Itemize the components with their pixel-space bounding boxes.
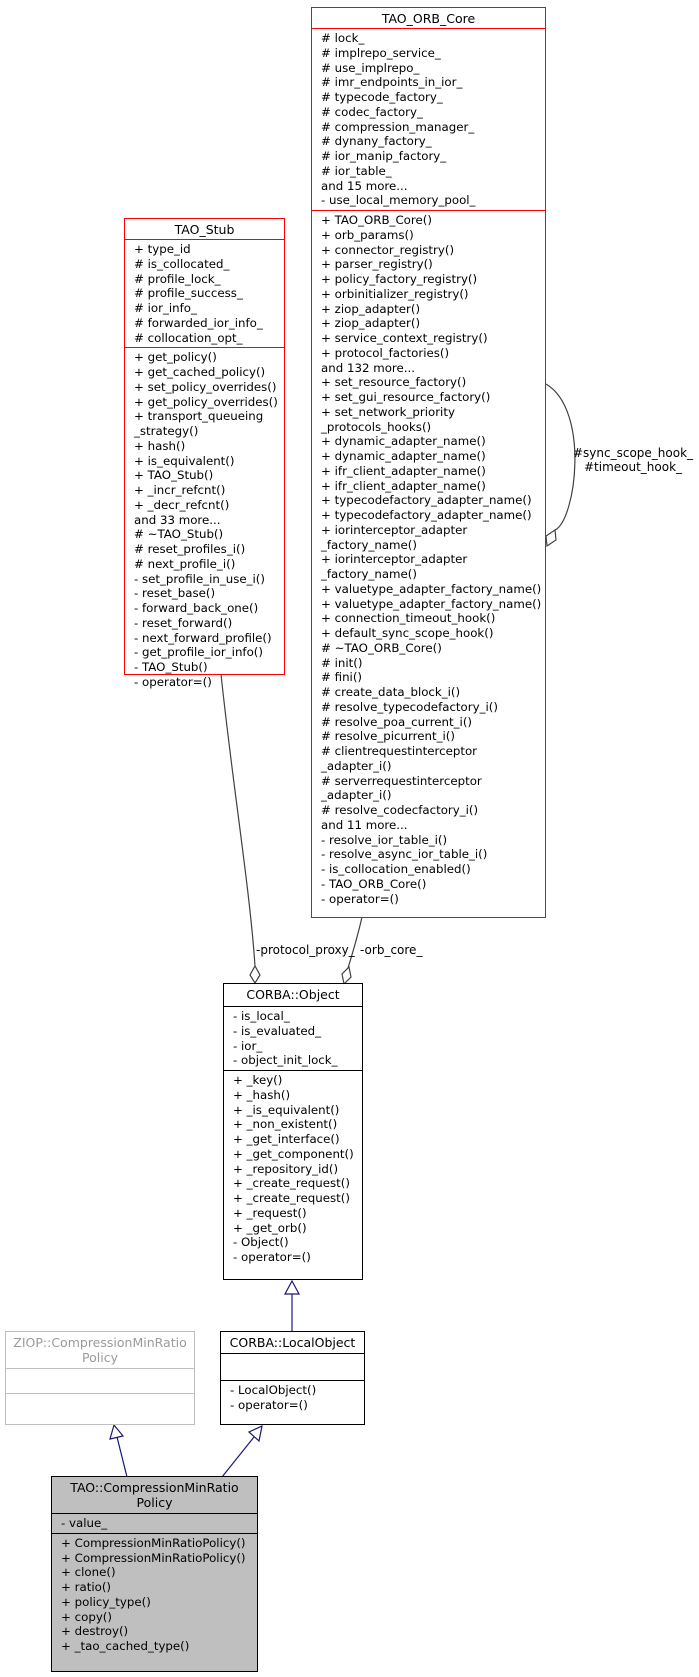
class-method: + typecodefactory_adapter_name() — [321, 508, 532, 522]
class-attribute: - ior_ — [233, 1038, 263, 1053]
class-method: # create_data_block_i() — [321, 685, 461, 699]
class-method: + get_policy() — [134, 350, 217, 365]
self-association-line — [546, 384, 575, 530]
class-box-ziop-compression-min-ratio-policy[interactable] — [5, 1331, 195, 1425]
class-method: + copy() — [61, 1609, 113, 1624]
class-attribute: # profile_lock_ — [134, 271, 221, 286]
class-attribute: - use_local_memory_pool_ — [321, 193, 476, 208]
class-method: + orb_params() — [321, 227, 414, 242]
class-attribute: # ior_manip_factory_ — [321, 149, 447, 163]
class-method: - is_collocation_enabled() — [321, 862, 471, 876]
class-box-tao-compression-min-ratio-policy[interactable] — [51, 1476, 258, 1672]
class-attribute: # forwarded_ior_info_ — [134, 315, 263, 330]
class-attribute: # collocation_opt_ — [134, 330, 243, 345]
class-box-corba-localobject[interactable] — [220, 1331, 365, 1425]
class-methods — [6, 1393, 194, 1416]
class-method: - TAO_Stub() — [134, 660, 208, 674]
class-method: - resolve_async_ior_table_i() — [321, 847, 488, 862]
class-attribute: # compression_manager_ — [321, 119, 475, 134]
class-attribute: # ior_info_ — [134, 301, 197, 315]
class-attribute: # dynany_factory_ — [321, 134, 432, 149]
class-method: + TAO_Stub() — [134, 468, 214, 483]
class-method: - TAO_ORB_Core() — [321, 876, 427, 891]
class-method: - reset_forward() — [134, 615, 233, 630]
class-method: + _get_interface() — [233, 1132, 340, 1146]
class-method-continued: _adapter_i() — [321, 788, 392, 803]
class-method: + transport_queueing — [134, 409, 264, 424]
class-method: # reset_profiles_i() — [134, 542, 246, 556]
class-method: + connection_timeout_hook() — [321, 611, 496, 626]
localobject-inherit-arrow — [285, 1281, 299, 1294]
class-method: + CompressionMinRatioPolicy() — [61, 1535, 246, 1550]
class-method: + set_resource_factory() — [321, 375, 467, 390]
class-attribute: # lock_ — [321, 31, 365, 45]
class-title: TAO_ORB_Core — [381, 11, 476, 26]
class-box-tao-orb-core[interactable] — [311, 7, 546, 918]
class-method: - forward_back_one() — [134, 601, 259, 615]
class-method: - set_profile_in_use_i() — [134, 571, 266, 586]
class-method: - operator=() — [134, 674, 212, 689]
class-method: + clone() — [61, 1565, 116, 1580]
class-method: + _decr_refcnt() — [134, 497, 230, 512]
ziop-inherit-line — [117, 1437, 127, 1477]
class-method: # ~TAO_Stub() — [134, 527, 224, 542]
class-method: + ziop_adapter() — [321, 316, 421, 331]
class-method: + _key() — [233, 1073, 283, 1087]
class-method: + set_policy_overrides() — [134, 379, 277, 394]
class-method-continued: _protocols_hooks() — [321, 419, 432, 434]
class-method: and 132 more... — [321, 360, 416, 375]
class-attributes — [125, 239, 284, 347]
class-attribute: and 15 more... — [321, 178, 408, 193]
class-method-continued: _factory_name() — [321, 537, 417, 552]
class-methods — [221, 1380, 364, 1415]
class-method: - operator=() — [233, 1250, 311, 1264]
class-attributes — [221, 1353, 364, 1380]
class-method: # resolve_picurrent_i() — [321, 729, 455, 744]
class-method: + _repository_id() — [233, 1161, 339, 1176]
class-method: # next_profile_i() — [134, 556, 236, 571]
class-method: + TAO_ORB_Core() — [321, 213, 432, 227]
class-methods — [312, 210, 545, 908]
class-method: + dynamic_adapter_name() — [321, 449, 486, 463]
class-method: + iorinterceptor_adapter — [321, 552, 468, 567]
class-attributes — [312, 28, 545, 210]
class-title: TAO_Stub — [174, 222, 235, 237]
class-method: + ratio() — [61, 1580, 112, 1594]
class-method: # resolve_poa_current_i() — [321, 714, 473, 729]
class-method: + _create_request() — [233, 1191, 350, 1205]
class-method: + _tao_cached_type() — [61, 1639, 190, 1653]
class-method: + policy_factory_registry() — [321, 272, 478, 286]
class-method: + _get_component() — [233, 1146, 354, 1161]
class-attribute: # imr_endpoints_in_ior_ — [321, 75, 463, 90]
class-attributes — [224, 1006, 362, 1070]
class-method: # resolve_typecodefactory_i() — [321, 699, 498, 714]
class-method: # init() — [321, 655, 363, 670]
class-method: + get_policy_overrides() — [134, 394, 278, 409]
class-attribute: # profile_success_ — [134, 286, 243, 301]
class-method: # resolve_codecfactory_i() — [321, 803, 479, 817]
class-attributes — [6, 1368, 194, 1393]
class-method: + set_network_priority — [321, 404, 455, 419]
class-method: - get_profile_ior_info() — [134, 645, 264, 660]
self-association-diamond — [546, 530, 556, 546]
class-method: + valuetype_adapter_factory_name() — [321, 596, 542, 611]
class-method: + get_cached_policy() — [134, 365, 266, 379]
edge-label-orb-core: -orb_core_ — [360, 943, 423, 957]
class-method: + hash() — [134, 438, 186, 453]
class-method: + ifr_client_adapter_name() — [321, 478, 486, 493]
edge-label-protocol-proxy: -protocol_proxy_ — [256, 943, 355, 957]
class-method: + ifr_client_adapter_name() — [321, 463, 486, 478]
class-method: + is_equivalent() — [134, 453, 235, 468]
class-attribute: - object_init_lock_ — [233, 1053, 338, 1068]
class-method: - Object() — [233, 1235, 289, 1250]
class-method: + _request() — [233, 1205, 307, 1220]
protocol-proxy-diamond — [250, 966, 260, 983]
class-method: + _is_equivalent() — [233, 1102, 340, 1117]
class-box-corba-object[interactable] — [223, 983, 363, 1280]
class-box-tao-stub[interactable] — [124, 218, 285, 689]
class-title: ZIOP::CompressionMinRatio Policy — [13, 1335, 187, 1365]
orb-core-diamond — [342, 967, 351, 984]
class-method: + _create_request() — [233, 1176, 350, 1191]
class-attribute: # codec_factory_ — [321, 104, 423, 119]
class-method: - LocalObject() — [230, 1383, 317, 1397]
local-inherit-line — [222, 1437, 254, 1477]
class-attribute: # implrepo_service_ — [321, 45, 441, 60]
class-title: CORBA::LocalObject — [229, 1335, 356, 1350]
class-method: + _get_orb() — [233, 1220, 307, 1235]
class-method: + service_context_registry() — [321, 331, 488, 345]
class-title: TAO::CompressionMinRatio Policy — [70, 1480, 239, 1510]
class-method: and 33 more... — [134, 512, 221, 527]
class-method: - operator=() — [230, 1397, 308, 1412]
class-method: + orbinitializer_registry() — [321, 286, 469, 301]
class-method: + CompressionMinRatioPolicy() — [61, 1550, 246, 1565]
class-method-continued: _factory_name() — [321, 567, 417, 581]
class-method: + protocol_factories() — [321, 345, 450, 360]
local-inherit-arrow — [249, 1426, 262, 1441]
class-method: + iorinterceptor_adapter — [321, 522, 468, 537]
class-method-continued: _adapter_i() — [321, 758, 392, 773]
class-method: # fini() — [321, 670, 363, 685]
class-method: + dynamic_adapter_name() — [321, 434, 486, 449]
class-methods — [224, 1070, 362, 1267]
class-method: + ziop_adapter() — [321, 301, 421, 316]
protocol-proxy-line — [221, 674, 255, 966]
class-method: + parser_registry() — [321, 257, 433, 272]
class-method: + _non_existent() — [233, 1117, 338, 1132]
class-method: - resolve_ior_table_i() — [321, 832, 448, 847]
class-attribute: # typecode_factory_ — [321, 90, 443, 104]
class-method: + connector_registry() — [321, 242, 455, 257]
class-title: CORBA::Object — [246, 987, 340, 1002]
class-method: - reset_base() — [134, 586, 216, 601]
class-attribute: # ior_table_ — [321, 163, 392, 178]
class-method: - operator=() — [321, 891, 399, 906]
class-method: - next_forward_profile() — [134, 630, 272, 645]
class-attribute: - is_local_ — [233, 1009, 290, 1023]
class-methods — [52, 1533, 257, 1656]
class-method: # ~TAO_ORB_Core() — [321, 640, 442, 655]
class-method: + _hash() — [233, 1087, 291, 1102]
class-attribute: # is_collocated_ — [134, 256, 230, 271]
ziop-inherit-arrow — [110, 1425, 123, 1439]
class-method: + typecodefactory_adapter_name() — [321, 493, 532, 508]
class-methods — [125, 347, 284, 691]
class-method: + default_sync_scope_hook() — [321, 626, 494, 640]
class-method: # clientrequestinterceptor — [321, 744, 478, 758]
class-attribute: + type_id — [134, 242, 191, 256]
class-attribute: - value_ — [61, 1516, 108, 1530]
class-method-continued: _strategy() — [134, 424, 199, 438]
class-method: + destroy() — [61, 1624, 129, 1639]
class-method: + set_gui_resource_factory() — [321, 390, 491, 404]
class-method: + valuetype_adapter_factory_name() — [321, 581, 542, 596]
class-method: # serverrequestinterceptor — [321, 773, 482, 788]
class-attribute: - is_evaluated_ — [233, 1023, 322, 1038]
edge-label-sync-scope-hook: #sync_scope_hook_ #timeout_hook_ — [573, 446, 694, 474]
class-method: + policy_type() — [61, 1594, 151, 1609]
class-method: + _incr_refcnt() — [134, 483, 226, 497]
class-attribute: # use_implrepo_ — [321, 60, 420, 75]
class-attributes — [52, 1513, 257, 1533]
class-method: and 11 more... — [321, 817, 408, 832]
